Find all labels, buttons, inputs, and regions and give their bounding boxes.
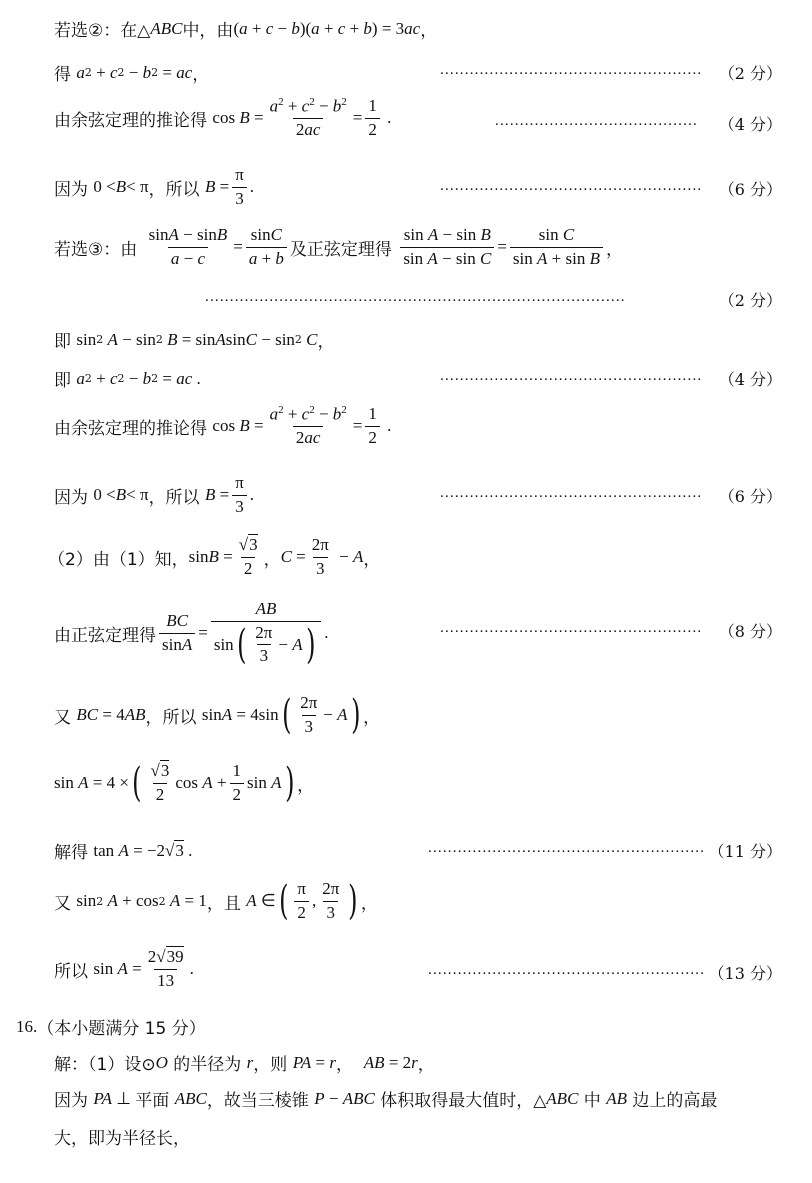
score-label: （13 分） — [708, 964, 782, 983]
score-label: （2 分） — [718, 64, 782, 83]
text-line: 又 sin 2 A + cos 2 A = 1 ，且 A ∈ ( $\frac{\pi}{2}$ , $\frac{2\pi}{3}$ ) ， — [54, 878, 378, 925]
score-label: （6 分） — [718, 180, 782, 199]
text-line: 由余弦定理的推论得 cos B = $\frac{a^2 + c^2 - b^2}{2ac}$ = $\frac{1}{2}$ . — [54, 95, 392, 140]
text-line: sin A = 4 × ( $\frac{√3}{2}$ cos A + $\frac{1}{2}$ sin A ) ， — [54, 760, 315, 807]
text-line: 解得 tan A = −2√3 . — [54, 840, 193, 863]
text-line: 即 sin 2 A − sin 2 B = sin A sin C − sin 2 C ， — [54, 329, 335, 352]
leader-dots: ..................................................... — [440, 485, 703, 501]
leader-dots: ..................................................... — [440, 178, 703, 194]
score-label: （4 分） — [718, 370, 782, 389]
text-line: 所以 sin A = $\frac{2√39}{13}$ . — [54, 947, 194, 990]
leader-dots: ..................................................... — [440, 368, 703, 384]
text-line: 大，即为半径长， — [54, 1129, 190, 1149]
text-line: 得 a 2 + c 2 − b 2 = ac ， — [54, 62, 210, 85]
text-line: 因为 0 < B < π ，所以 B = $\frac{\pi}{3}$ . — [54, 473, 255, 516]
question-heading: 16. （本小题满分 15 分） — [16, 1016, 206, 1039]
leader-dots: ........................................................ — [428, 962, 706, 978]
text-line: 由余弦定理的推论得 cos B = $\frac{a^2 + c^2 - b^2}{2ac}$ = $\frac{1}{2}$ . — [54, 403, 392, 448]
text-line: 即 a 2 + c 2 − b 2 = ac . — [54, 368, 201, 391]
score-label: （8 分） — [718, 622, 782, 641]
leader-dots: ..................................................... — [440, 620, 703, 636]
score-label: （4 分） — [718, 115, 782, 134]
leader-dots: ..................................................................................... — [205, 289, 626, 305]
score-label: （11 分） — [708, 842, 782, 861]
text-line: （2）由（1）知， sin B = $\frac{√3}{2}$ ， C = $\frac{2\pi}{3}$ − A ， — [48, 535, 381, 578]
leader-dots: ........................................................ — [428, 840, 706, 856]
text-line: 解：（1）设⊙ O 的半径为 r ，则 PA = r ， AB = 2 r ， — [54, 1052, 435, 1075]
text-line: 又 BC = 4 AB ，所以 sin A = 4sin ( $\frac{2\pi}{3}$ − A ) ， — [54, 692, 381, 739]
text-line: 由正弦定理得 $\frac{BC}{\sin A}$ = AB sin ( $\frac{2\pi}{3}$ − A ) . — [54, 599, 329, 668]
score-label: （2 分） — [718, 291, 782, 310]
text-line: 若选②：在△ ABC 中，由 ( a + c − b )( a + c + b ) = 3 ac ， — [54, 18, 438, 41]
text-line: 因为 PA ⊥ 平面 ABC ，故当三棱锥 P − ABC 体积取得最大值时，△ ABC 中 AB 边上的高最 — [54, 1088, 718, 1111]
leader-dots: ......................................... — [495, 113, 698, 129]
text-line: 若选③：由 $\frac{\sin A - \sin B}{a - c}$ = $\frac{\sin C}{a + b}$ 及正弦定理得 $\frac{\text{sin A − sin B}}{\text{sin A − sin C}}$ = $\frac{\text{sin C}}{\text{sin A + sin B}}$ ， — [54, 225, 623, 268]
score-label: （6 分） — [718, 487, 782, 506]
leader-dots: ..................................................... — [440, 62, 703, 78]
text-line: 因为 0 < B < π ，所以 B = $\frac{\pi}{3}$ . — [54, 165, 255, 208]
